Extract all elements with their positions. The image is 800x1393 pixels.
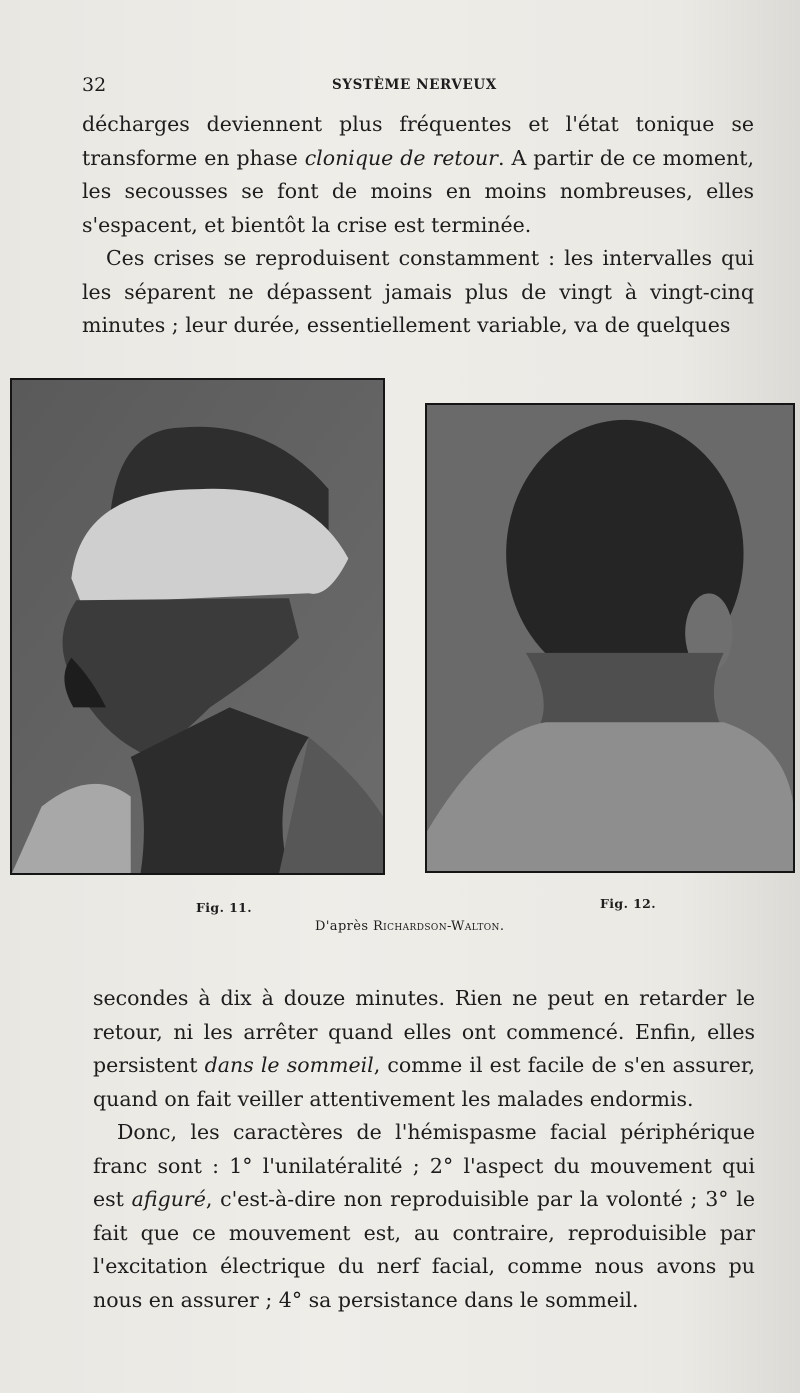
back-of-head-photo — [427, 405, 793, 871]
running-title: SYSTÈME NERVEUX — [332, 77, 497, 93]
bandaged-head-profile-photo — [12, 380, 383, 873]
figure-12-photo — [425, 403, 795, 873]
italic-phrase: clonique de retour — [304, 145, 498, 170]
paragraph-3: secondes à dix à douze minutes. Rien ne peut en retarder le retour, ni les arrêter quand elles ont commencé. Enfin, elles persistent dans le sommeil, comme il est facile de s'en assurer, quand on fait veiller attentivement les malades endormis. — [93, 986, 755, 1111]
italic-word: afiguré — [131, 1187, 206, 1211]
paragraph-2: Ces crises se reproduisent constamment : les intervalles qui les séparent ne dépassent jamais plus de vingt à vingt-cinq minutes ; leur durée, essentiellement variable, va de quelques — [82, 246, 754, 337]
figure-12-caption: Fig. 12. — [600, 896, 657, 911]
top-text-block — [82, 108, 754, 343]
page-header — [82, 74, 754, 102]
paragraph-1: décharges deviennent plus fréquentes et l'état tonique se transforme en phase clonique de retour. A partir de ce moment, les secousses se font de moins en moins nombreuses, elles s'espacent, et bientôt la crise est terminée. — [82, 112, 754, 237]
page-number: 32 — [82, 74, 107, 96]
paragraph-4: Donc, les caractères de l'hémispasme facial périphérique franc sont : 1° l'unilatéralité ; 2° l'aspect du mouvement qui est afiguré, c'est-à-dire non reproduisible par la volonté ; 3° le fait que ce mouvement est, au contraire, reproduisible par l'excitation électrique du nerf facial, comme nous avons pu nous en assurer ; 4° sa persistance dans le sommeil. — [93, 1120, 755, 1312]
photo-credit: D'après Richardson-Walton. — [315, 919, 505, 934]
italic-phrase: dans le sommeil — [204, 1053, 374, 1077]
figure-11-caption: Fig. 11. — [196, 900, 253, 915]
bottom-text-block — [93, 982, 755, 1317]
figure-11-photo — [10, 378, 385, 875]
